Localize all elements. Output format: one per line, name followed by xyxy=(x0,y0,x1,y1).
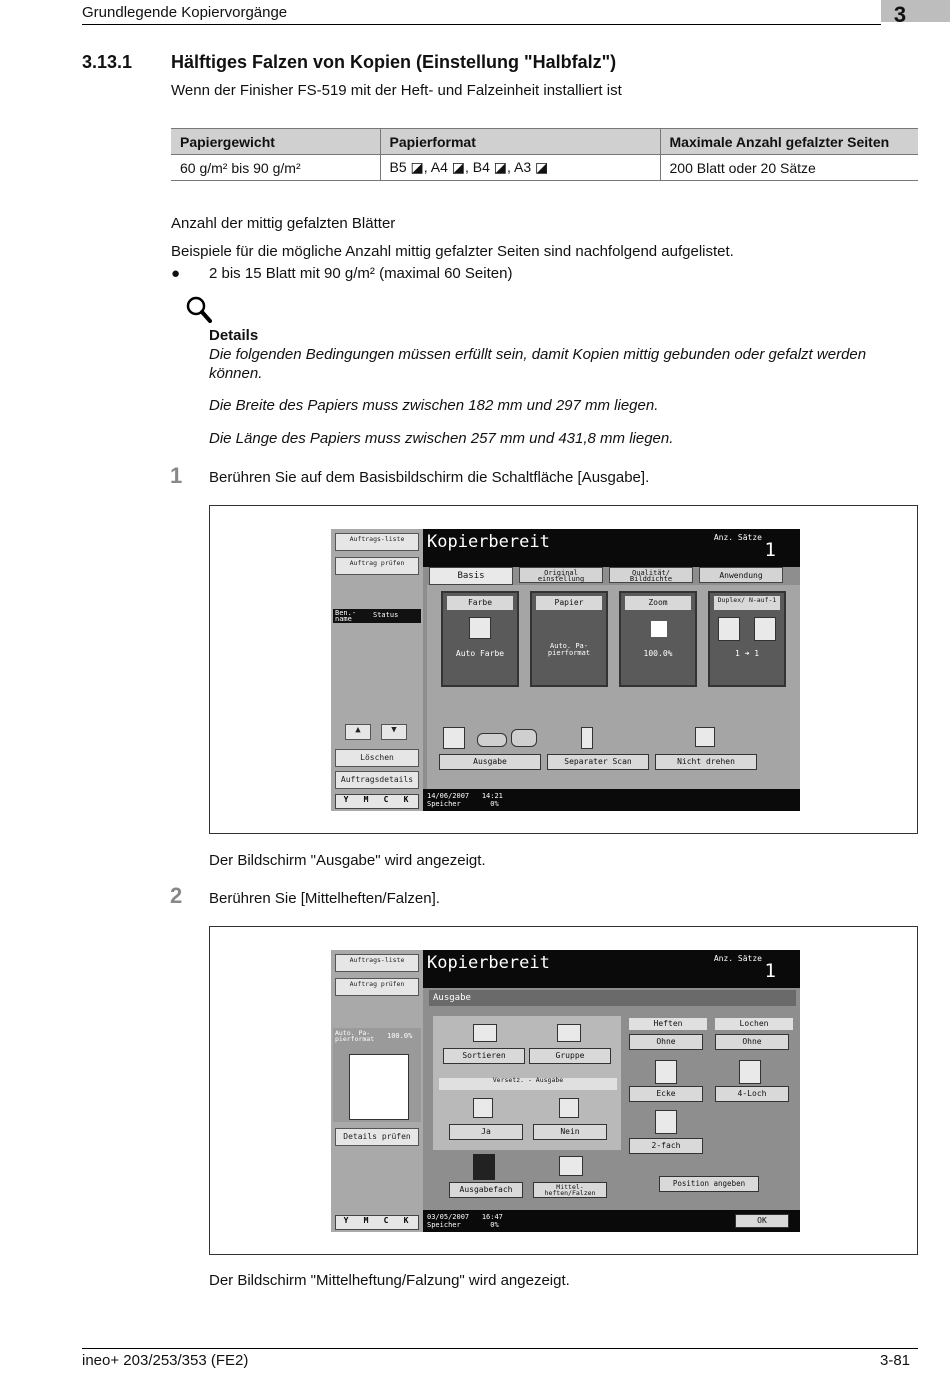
details-label: Details xyxy=(209,327,259,344)
offset-no-button[interactable]: Nein xyxy=(533,1124,607,1140)
offset-no-icon xyxy=(559,1098,579,1118)
toner-k: K xyxy=(403,1216,409,1225)
center-fold-icon xyxy=(559,1156,583,1176)
section-subtitle: Wenn der Finisher FS-519 mit der Heft- und Falzeinheit installiert ist xyxy=(171,82,622,99)
punch-label: Lochen xyxy=(715,1018,793,1030)
zoom-value: 100.0% xyxy=(643,649,673,658)
sort-icon xyxy=(473,1024,497,1042)
page-number: 3-81 xyxy=(880,1352,911,1369)
scroll-down-button[interactable]: ▼ xyxy=(381,724,407,740)
duplex-icon xyxy=(718,617,740,641)
toner-levels xyxy=(335,794,419,809)
tab-original[interactable]: Original einstellung xyxy=(519,567,603,583)
offset-label: Versetz. - Ausgabe xyxy=(439,1078,617,1090)
details-text: Die folgenden Bedingungen müssen erfüllt sein, damit Kopien mittig gebunden oder gefalzt werden können. xyxy=(209,346,867,382)
two-staple-icon xyxy=(655,1110,677,1134)
color-setting[interactable] xyxy=(441,591,519,687)
toner-m: M xyxy=(363,1216,369,1225)
section-title: Hälftiges Falzen von Kopien (Einstellung "Halbfalz") xyxy=(171,52,617,72)
output-icon xyxy=(443,727,465,749)
output-tray-button[interactable]: Ausgabefach xyxy=(449,1182,523,1198)
delete-button[interactable]: Löschen xyxy=(335,749,419,767)
side-panel xyxy=(331,529,423,811)
ok-button[interactable]: OK xyxy=(735,1214,789,1228)
sets-label: Anz. Sätze xyxy=(713,954,762,963)
step-text: Berühren Sie [Mittelheften/Falzen]. xyxy=(209,890,440,907)
offset-yes-button[interactable]: Ja xyxy=(449,1124,523,1140)
table-cell-weight: 60 g/m² bis 90 g/m² xyxy=(171,155,380,181)
staple-label: Heften xyxy=(629,1018,707,1030)
screen-title-bar xyxy=(423,529,800,567)
side-panel xyxy=(331,950,423,1232)
toner-k: K xyxy=(403,795,409,804)
four-hole-button[interactable]: 4-Loch xyxy=(715,1086,789,1102)
copier-screen-output xyxy=(331,950,800,1232)
job-details-button[interactable]: Auftragsdetails xyxy=(335,771,419,789)
four-hole-icon xyxy=(739,1060,761,1084)
check-job-button[interactable]: Auftrag prüfen xyxy=(335,557,419,575)
color-value: Auto Farbe xyxy=(455,649,505,658)
corner-staple-button[interactable]: Ecke xyxy=(629,1086,703,1102)
status-time: 14:21 xyxy=(481,792,503,800)
preview-paper: Auto. Pa- pierformat xyxy=(335,1029,375,1043)
group-icon xyxy=(557,1024,581,1042)
center-staple-fold-button[interactable]: Mittel- heften/Falzen xyxy=(533,1182,607,1198)
footer-rule xyxy=(82,1348,918,1349)
paper-setting[interactable] xyxy=(530,591,608,687)
no-rotate-icon xyxy=(695,727,715,747)
toner-y: Y xyxy=(343,795,349,804)
figure-output-screen xyxy=(209,926,918,1255)
staple-icon xyxy=(477,733,507,747)
output-button[interactable]: Ausgabe xyxy=(439,754,541,770)
step-number: 2 xyxy=(170,883,183,908)
memory-value: 0% xyxy=(490,800,499,808)
tab-basis[interactable]: Basis xyxy=(429,567,513,585)
bullet-text: 2 bis 15 Blatt mit 90 g/m² (maximal 60 Seiten) xyxy=(209,265,513,282)
toner-c: C xyxy=(383,1216,389,1225)
duplex-setting[interactable] xyxy=(708,591,786,687)
step-result: Der Bildschirm "Ausgabe" wird angezeigt. xyxy=(209,852,486,869)
section-number: 3.13.1 xyxy=(82,52,133,72)
preview-page xyxy=(349,1054,409,1120)
tab-application[interactable]: Anwendung xyxy=(699,567,783,583)
toner-m: M xyxy=(363,795,369,804)
screen-title-bar xyxy=(423,950,800,988)
bullet-dot: ● xyxy=(171,265,181,282)
color-head: Farbe xyxy=(447,596,513,610)
step-result: Der Bildschirm "Mittelheftung/Falzung" wird angezeigt. xyxy=(209,1272,570,1289)
table-cell-max: 200 Blatt oder 20 Sätze xyxy=(660,155,918,181)
screen-title: Kopierbereit xyxy=(427,532,550,552)
preview-area xyxy=(333,1028,421,1122)
preview-zoom: 100.0% xyxy=(387,1032,413,1040)
col-status: Status xyxy=(373,611,399,619)
punch-none-button[interactable]: Ohne xyxy=(715,1034,789,1050)
magnifier-icon xyxy=(186,296,212,324)
no-rotate-button[interactable]: Nicht drehen xyxy=(655,754,757,770)
sort-button[interactable]: Sortieren xyxy=(443,1048,525,1064)
figure-basis-screen xyxy=(209,505,918,834)
footer-product: ineo+ 203/253/353 (FE2) xyxy=(82,1352,249,1369)
table-cell-format: B5 ◪, A4 ◪, B4 ◪, A3 ◪ xyxy=(380,155,660,181)
spec-table xyxy=(171,128,918,181)
details-text: Die Breite des Papiers muss zwischen 182 mm und 297 mm liegen. xyxy=(209,397,659,414)
two-staple-button[interactable]: 2-fach xyxy=(629,1138,703,1154)
sets-count: 1 xyxy=(764,539,776,561)
memory-label: Speicher xyxy=(427,1221,461,1229)
step-number: 1 xyxy=(170,463,183,488)
running-header: Grundlegende Kopiervorgänge xyxy=(82,4,288,21)
paper-head: Papier xyxy=(536,596,602,610)
col-name: Ben.-name xyxy=(335,609,357,623)
output-subtitle: Ausgabe xyxy=(429,990,796,1006)
zoom-setting[interactable] xyxy=(619,591,697,687)
zoom-head: Zoom xyxy=(625,596,691,610)
zoom-icon xyxy=(651,621,667,637)
group-button[interactable]: Gruppe xyxy=(529,1048,611,1064)
sets-count: 1 xyxy=(764,960,776,982)
screen-title: Kopierbereit xyxy=(427,953,550,973)
status-date: 14/06/2007 xyxy=(427,792,470,800)
step-text: Berühren Sie auf dem Basisbildschirm die Schaltfläche [Ausgabe]. xyxy=(209,469,650,486)
job-list-button[interactable]: Auftrags-liste xyxy=(335,954,419,972)
status-time: 16:47 xyxy=(481,1213,503,1221)
sets-label: Anz. Sätze xyxy=(713,533,762,542)
job-list-header xyxy=(333,609,421,623)
scroll-up-button[interactable]: ▲ xyxy=(345,724,371,740)
duplex-value: 1 ➜ 1 xyxy=(734,649,760,658)
separate-scan-button[interactable]: Separater Scan xyxy=(547,754,649,770)
toner-y: Y xyxy=(343,1216,349,1225)
punch-icon xyxy=(511,729,537,747)
status-bar xyxy=(423,789,800,811)
toner-c: C xyxy=(383,795,389,804)
offset-yes-icon xyxy=(473,1098,493,1118)
details-check-button[interactable]: Details prüfen xyxy=(335,1128,419,1146)
output-tray-icon xyxy=(473,1154,495,1180)
table-header: Papiergewicht xyxy=(171,129,380,155)
separate-scan-icon xyxy=(581,727,593,749)
copier-screen-basis xyxy=(331,529,800,811)
memory-label: Speicher xyxy=(427,800,461,808)
table-row xyxy=(171,155,918,181)
position-button[interactable]: Position angeben xyxy=(659,1176,759,1192)
corner-staple-icon xyxy=(655,1060,677,1084)
memory-value: 0% xyxy=(490,1221,499,1229)
paragraph: Beispiele für die mögliche Anzahl mittig gefalzter Seiten sind nachfolgend aufgelistet. xyxy=(171,243,734,260)
duplex-icon xyxy=(754,617,776,641)
tab-quality[interactable]: Qualität/ Bilddichte xyxy=(609,567,693,583)
job-list-button[interactable]: Auftrags-liste xyxy=(335,533,419,551)
toner-levels xyxy=(335,1215,419,1230)
duplex-head: Duplex/ N-auf-1 xyxy=(714,596,780,610)
table-header: Maximale Anzahl gefalzter Seiten xyxy=(660,129,918,155)
paper-value: Auto. Pa- pierformat xyxy=(547,642,591,657)
chapter-number: 3 xyxy=(893,2,907,27)
check-job-button[interactable]: Auftrag prüfen xyxy=(335,978,419,996)
details-text: Die Länge des Papiers muss zwischen 257 mm und 431,8 mm liegen. xyxy=(209,430,674,447)
header-rule xyxy=(82,24,881,25)
sort-panel xyxy=(433,1016,621,1076)
paragraph: Anzahl der mittig gefalzten Blätter xyxy=(171,215,396,232)
staple-none-button[interactable]: Ohne xyxy=(629,1034,703,1050)
color-icon xyxy=(469,617,491,639)
status-date: 03/05/2007 xyxy=(427,1213,470,1221)
table-header: Papierformat xyxy=(380,129,660,155)
